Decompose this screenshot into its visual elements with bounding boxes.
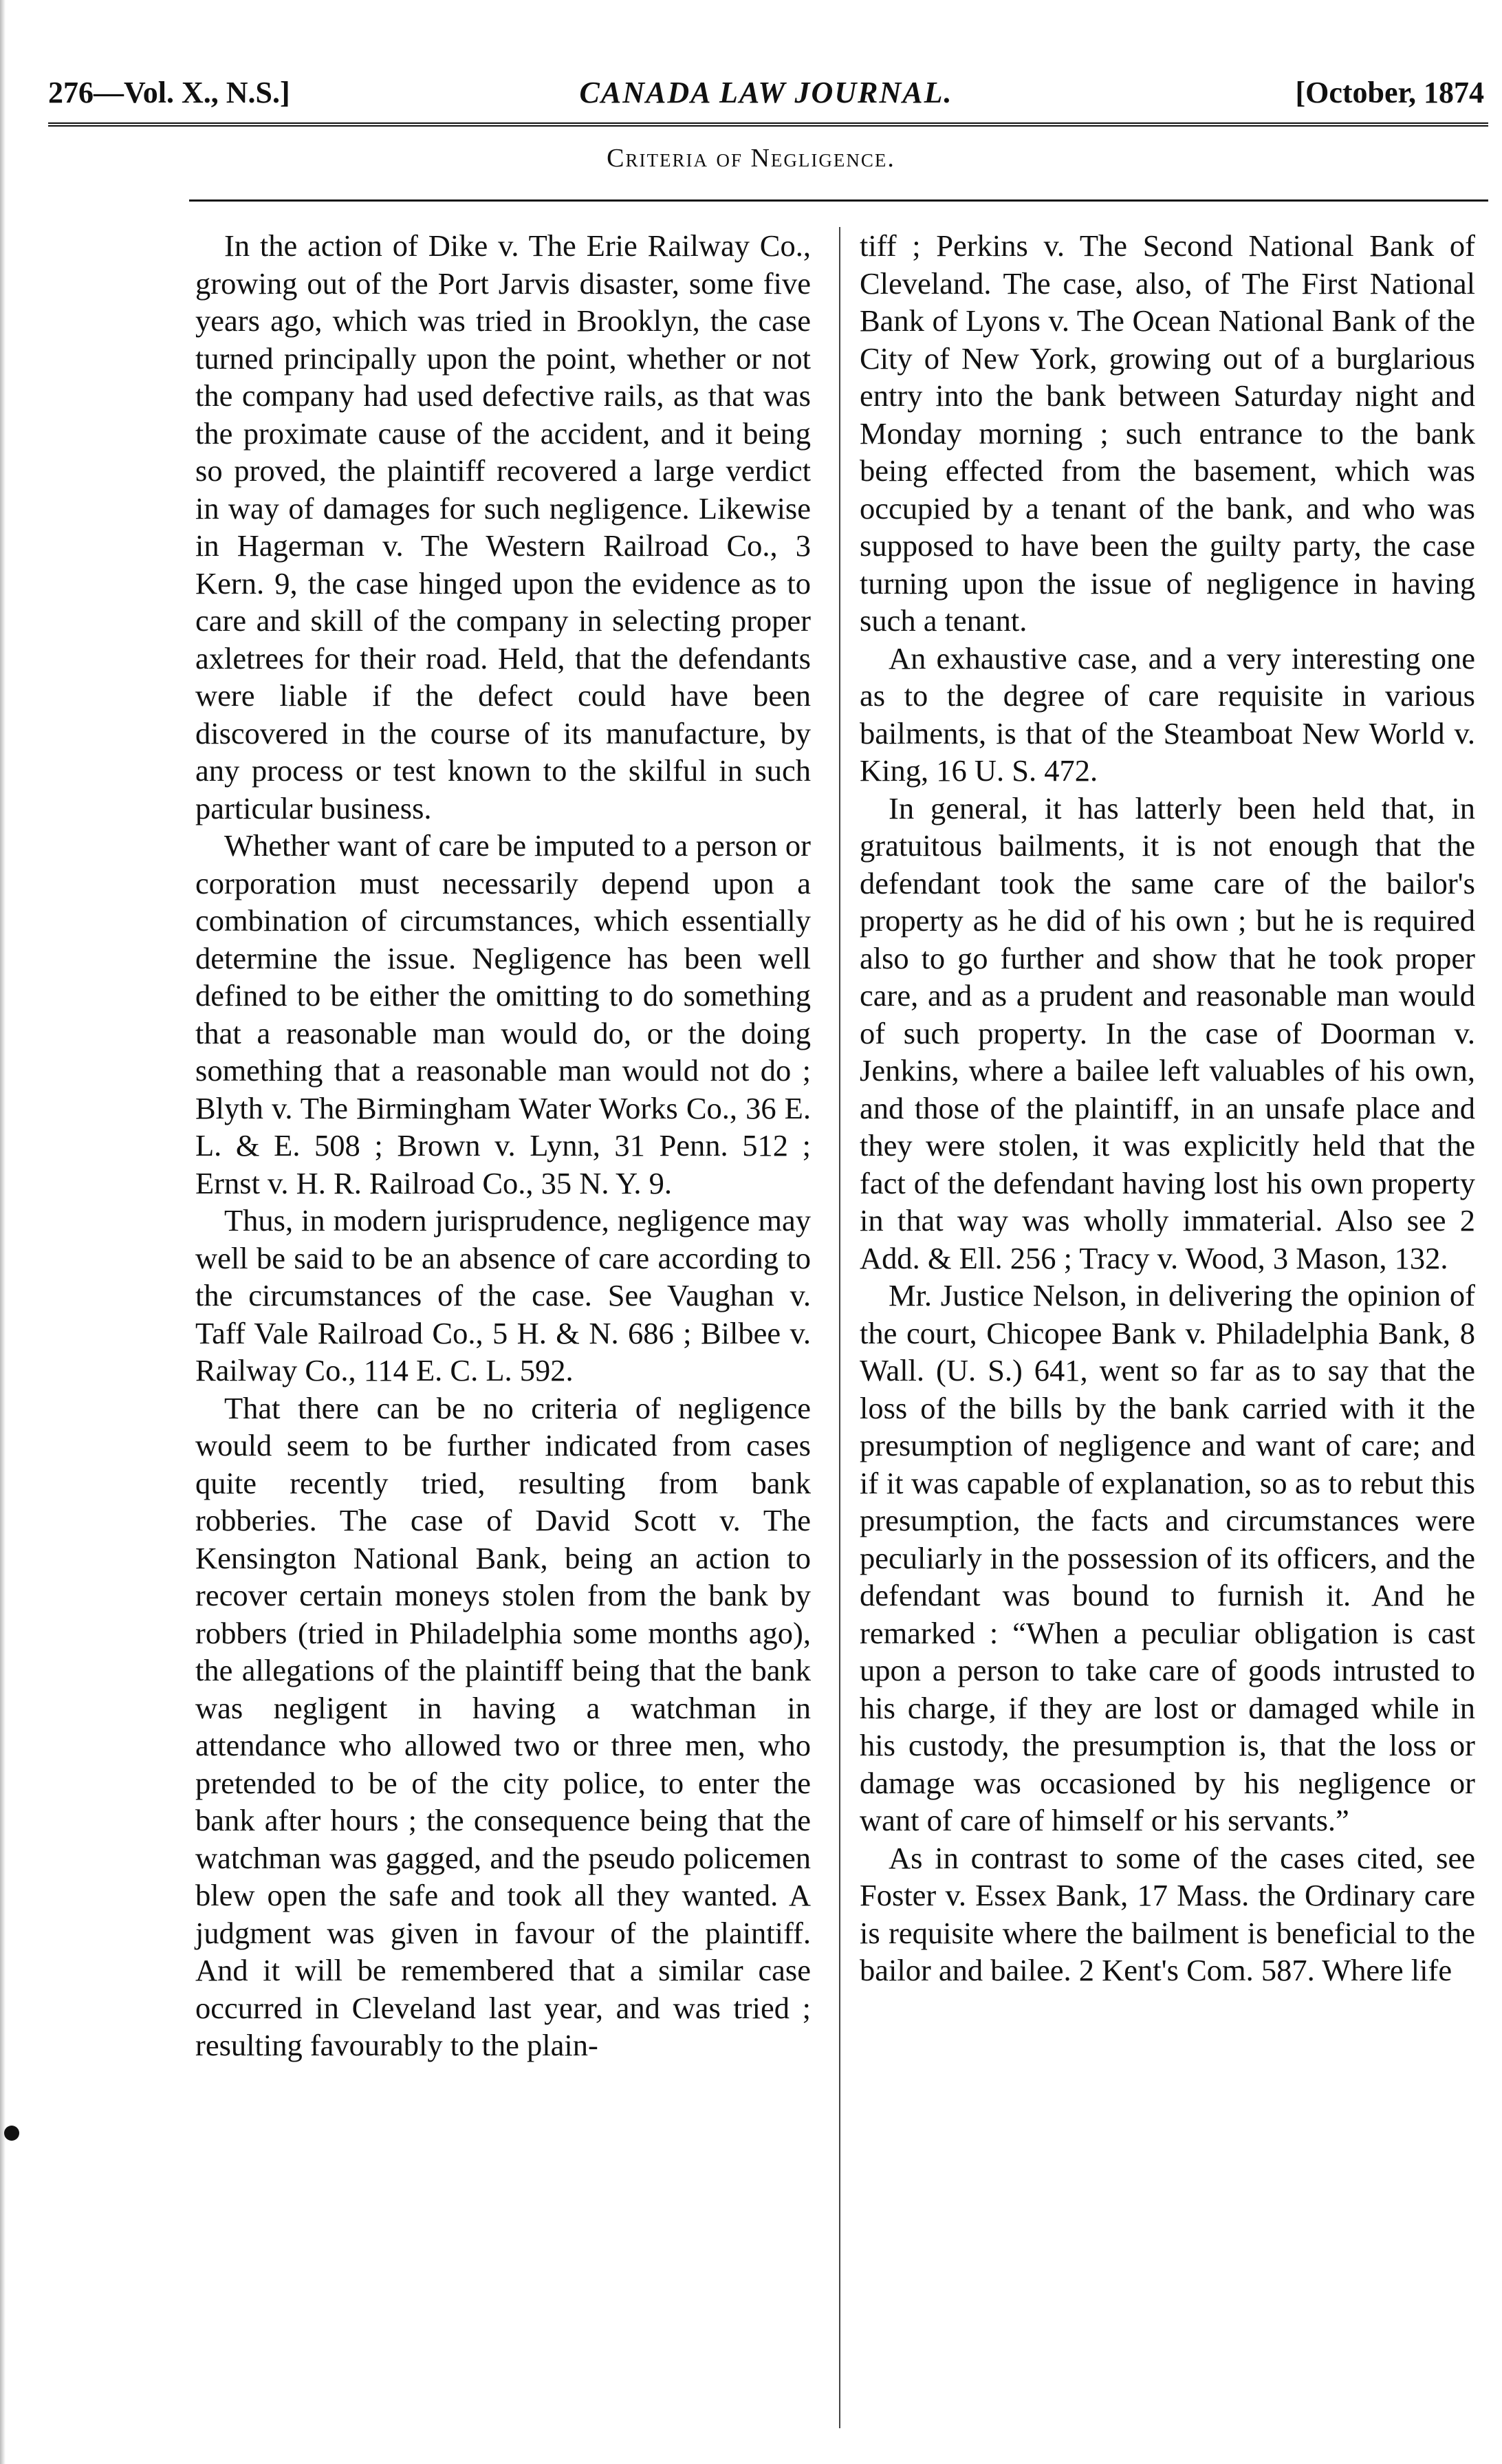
paragraph: In the action of Dike v. The Erie Railway Co., growing out of the Port Jarvis disaster, some five years ago, which was tried in Brooklyn, the case turned principally upon the point, whether or not the company had used defective rails, as that was the proximate cause of the accident, and it being so proved, the plaintiff recovered a large verdict in way of damages for such negligence. Likewise in Hagerman v. The Western Railroad Co., 3 Kern. 9, the case hinged upon the evidence as to care and skill of the company in selecting proper axletrees for their road. Held, that the defendants were liable if the defect could have been discovered in the course of its manufacture, by any process or test known to the skilful in such particular business.	[195, 228, 811, 825]
margin-ink-mark	[4, 2126, 19, 2141]
section-title: Criteria of Negligence.	[607, 144, 895, 173]
paragraph: Mr. Justice Nelson, in delivering the opinion of the court, Chicopee Bank v. Philadelphia Bank, 8 Wall. (U. S.) 641, went so far as to say that the loss of the bills by the bank carried with it the presumption of negligence and want of care; and if it was capable of explanation, so as to rebut this presumption, the facts and circumstances were peculiarly in the possession of its officers, and the defendant was bound to furnish it. And he remarked : “When a peculiar obligation is cast upon a person to take care of goods intrusted to his charge, if they are lost or damaged while in his custody, the presumption is, that the loss or damage was occasioned by his negligence or want of care of himself or his servants.”	[860, 1278, 1475, 1837]
journal-title: CANADA LAW JOURNAL.	[579, 76, 953, 109]
paragraph: Thus, in modern jurisprudence, negligence may well be said to be an absence of care according to the circumstances of the case. See Vaughan v. Taff Vale Railroad Co., 5 H. & N. 686 ; Bilbee v. Railway Co., 114 E. C. L. 592.	[195, 1203, 811, 1387]
paragraph: In general, it has latterly been held that, in gratuitous bailments, it is not enough that the defendant took the same care of the bailor's property as he did of his own ; but he is required also to go further and show that he took proper care, and as a prudent and reasonable man would of such property. In the case of Doorman v. Jenkins, where a bailee left valuables of his own, and those of the plaintiff, in an unsafe place and they were stolen, it was explicitly held that the fact of the defendant having lost his own property in that way was wholly immaterial. Also see 2 Add. & Ell. 256 ; Tracy v. Wood, 3 Mason, 132.	[860, 790, 1475, 1275]
paragraph: As in contrast to some of the cases cited, see Foster v. Essex Bank, 17 Mass. the Ordinary care is requisite where the bailment is beneficial to the bailor and bailee. 2 Kent's Com. 587. Where life	[860, 1840, 1475, 1987]
header-double-rule	[48, 122, 1488, 127]
page-reference: 276—Vol. X., N.S.]	[48, 76, 290, 109]
column-divider	[839, 227, 840, 2428]
left-column	[195, 227, 811, 2064]
paragraph: Whether want of care be imputed to a person or corporation must necessarily depend upon a combination of circumstances, which essentially determine the issue. Negligence has been well defined to be either the omitting to do something that a reasonable man would do, or the doing something that a reasonable man would not do ; Blyth v. The Birmingham Water Works Co., 36 E. L. & E. 508 ; Brown v. Lynn, 31 Penn. 512 ; Ernst v. H. R. Railroad Co., 35 N. Y. 9.	[195, 828, 811, 1200]
running-head	[48, 69, 1484, 117]
section-rule	[189, 199, 1488, 202]
right-column	[860, 227, 1475, 1989]
page-edge-shadow	[0, 0, 6, 2464]
paragraph: That there can be no criteria of negligence would seem to be further indicated from cases quite recently tried, resulting from bank robberies. The case of David Scott v. The Kensington National Bank, being an action to recover certain moneys stolen from the bank by robbers (tried in Philadelphia some months ago), the allegations of the plaintiff being that the bank was negligent in having a watchman in attendance who allowed two or three men, who pretended to be of the city police, to enter the bank after hours ; the consequence being that the watchman was gagged, and the pseudo policemen blew open the safe and took all they wanted. A judgment was given in favour of the plaintiff. And it will be remembered that a similar case occurred in Cleveland last year, and was tried ; resulting favourably to the plain-	[195, 1390, 811, 2062]
paragraph: tiff ; Perkins v. The Second National Bank of Cleveland. The case, also, of The First National Bank of Lyons v. The Ocean National Bank of the City of New York, growing out of a burglarious entry into the bank between Saturday night and Monday morning ; such entrance to the bank being effected from the basement, which was occupied by a tenant of the bank, and who was supposed to have been the guilty party, the case turning upon the issue of negligence in having such a tenant.	[860, 228, 1475, 638]
paragraph: An exhaustive case, and a very interesting one as to the degree of care requisite in various bailments, is that of the Steamboat New World v. King, 16 U. S. 472.	[860, 640, 1475, 788]
issue-date: [October, 1874	[1295, 76, 1484, 109]
